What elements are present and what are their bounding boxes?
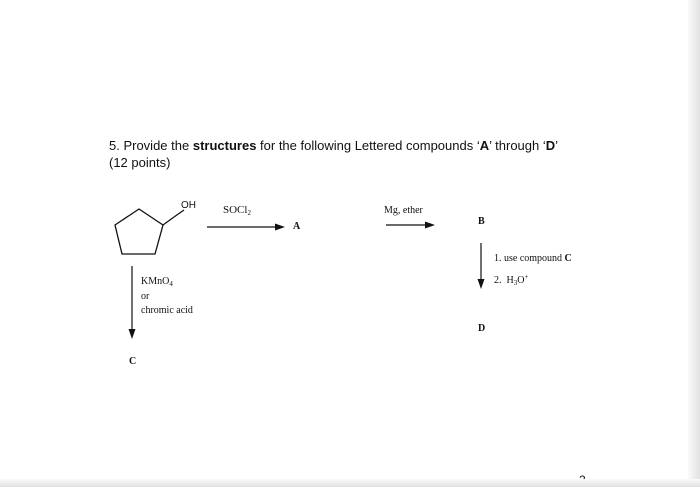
page-bottom-shadow: [0, 479, 700, 487]
compound-c-label: C: [129, 356, 137, 367]
or-label: or: [141, 291, 150, 302]
kmno4-reagent: KMnO$_4$: [141, 276, 173, 288]
mg-ether-reagent: Mg, ether: [384, 205, 423, 216]
compound-d-label: D: [478, 323, 486, 334]
question-number: 5.: [109, 138, 120, 153]
socl2-reagent: SOCl$_2$: [223, 204, 251, 217]
alcohol-to-c-arrow: [129, 266, 136, 339]
hydroxyl-label: OH: [181, 200, 196, 211]
cyclopentane-ring: [115, 209, 163, 254]
mg-ether-arrow: [386, 222, 435, 229]
socl2-arrow: [207, 224, 285, 231]
question-points: (12 points): [109, 155, 171, 170]
page-edge-shadow: [688, 0, 700, 487]
question-text: 5. Provide the structures for the following Lettered compounds ‘A’ through ‘D’ (12 points): [109, 138, 559, 170]
step2-reagent: 2. $H_3O^+$: [494, 273, 529, 287]
compound-a-label: A: [293, 221, 301, 232]
ch2-oh-bond: [174, 210, 184, 217]
ring-ch2-bond: [163, 217, 174, 225]
b-to-d-arrow: [478, 243, 485, 289]
chromic-acid-label: chromic acid: [141, 305, 193, 316]
step1-reagent: 1. use compound C: [494, 253, 572, 264]
question-bold-keyword: structures: [192, 138, 257, 153]
compound-b-label: B: [478, 216, 485, 227]
